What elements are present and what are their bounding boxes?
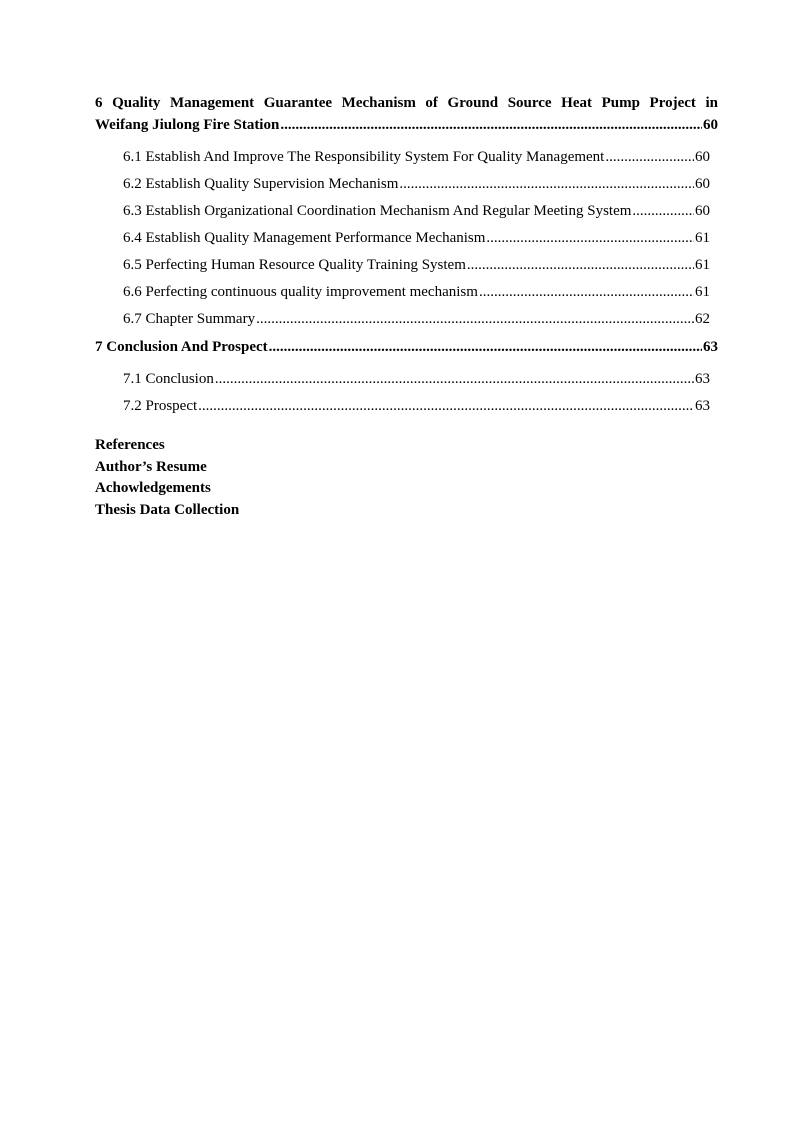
toc-entry-title: 6.4 Establish Quality Management Performance Mechanism: [123, 230, 486, 246]
chapter-7-sections: [95, 369, 718, 416]
toc-entry-6-7[interactable]: [123, 309, 710, 329]
chapter-7-title: 7 Conclusion And Prospect: [95, 339, 268, 355]
chapter-6-sections: [95, 147, 718, 329]
toc-entry-page-number: 61: [695, 284, 710, 300]
dot-leader: [269, 336, 702, 358]
chapter-6-title-continuation: Weifang Jiulong Fire Station: [95, 117, 280, 133]
dot-leader: [280, 114, 702, 136]
toc-entry-6-1[interactable]: [123, 147, 710, 167]
toc-entry-page-number: 63: [695, 371, 710, 387]
chapter-6-title-line-2: [95, 114, 718, 136]
table-of-contents: [95, 92, 718, 521]
dot-leader: [605, 147, 694, 167]
dot-leader: [198, 396, 694, 416]
toc-entry-title: 7.1 Conclusion: [123, 371, 214, 387]
dot-leader: [486, 228, 694, 248]
toc-entry-6-6[interactable]: [123, 282, 710, 302]
toc-thesis-data-collection[interactable]: Thesis Data Collection: [95, 501, 240, 518]
toc-chapter-6[interactable]: [95, 92, 718, 136]
toc-entry-6-4[interactable]: [123, 228, 710, 248]
dot-leader: [479, 282, 694, 302]
dot-leader: [399, 174, 694, 194]
toc-entry-page-number: 60: [695, 176, 710, 192]
toc-entry-page-number: 61: [695, 257, 710, 273]
toc-references[interactable]: References: [95, 437, 165, 453]
chapter-7-page-number: 63: [703, 339, 718, 355]
toc-entry-title: 6.7 Chapter Summary: [123, 311, 256, 327]
toc-entry-title: 6.3 Establish Organizational Coordination Mechanism And Regular Meeting System: [123, 203, 632, 219]
chapter-6-title-line-1: 6 Quality Management Guarantee Mechanism of Ground Source Heat Pump Project in: [95, 95, 718, 111]
toc-chapter-7[interactable]: [95, 336, 718, 358]
toc-entry-page-number: 63: [695, 398, 710, 414]
toc-entry-7-1[interactable]: [123, 369, 710, 389]
dot-leader: [467, 255, 694, 275]
toc-entry-page-number: 60: [695, 149, 710, 165]
toc-entry-6-3[interactable]: [123, 201, 710, 221]
toc-entry-7-2[interactable]: [123, 396, 710, 416]
back-matter-list: [95, 435, 718, 521]
toc-entry-page-number: 61: [695, 230, 710, 246]
toc-entry-page-number: 60: [695, 203, 710, 219]
toc-entry-title: 6.1 Establish And Improve The Responsibility System For Quality Management: [123, 149, 605, 165]
toc-entry-6-5[interactable]: [123, 255, 710, 275]
toc-acknowledgements[interactable]: Achowledgements: [95, 480, 211, 496]
toc-authors-resume[interactable]: Author’s Resume: [95, 458, 207, 475]
dot-leader: [215, 369, 694, 389]
dot-leader: [256, 309, 694, 329]
toc-entry-title: 6.2 Establish Quality Supervision Mechanism: [123, 176, 399, 192]
toc-entry-title: 6.6 Perfecting continuous quality improvement mechanism: [123, 284, 478, 300]
toc-entry-6-2[interactable]: [123, 174, 710, 194]
chapter-6-page-number: 60: [703, 117, 718, 133]
toc-entry-title: 7.2 Prospect: [123, 398, 198, 414]
toc-entry-page-number: 62: [695, 311, 710, 327]
dot-leader: [632, 201, 694, 221]
toc-entry-title: 6.5 Perfecting Human Resource Quality Training System: [123, 257, 466, 273]
